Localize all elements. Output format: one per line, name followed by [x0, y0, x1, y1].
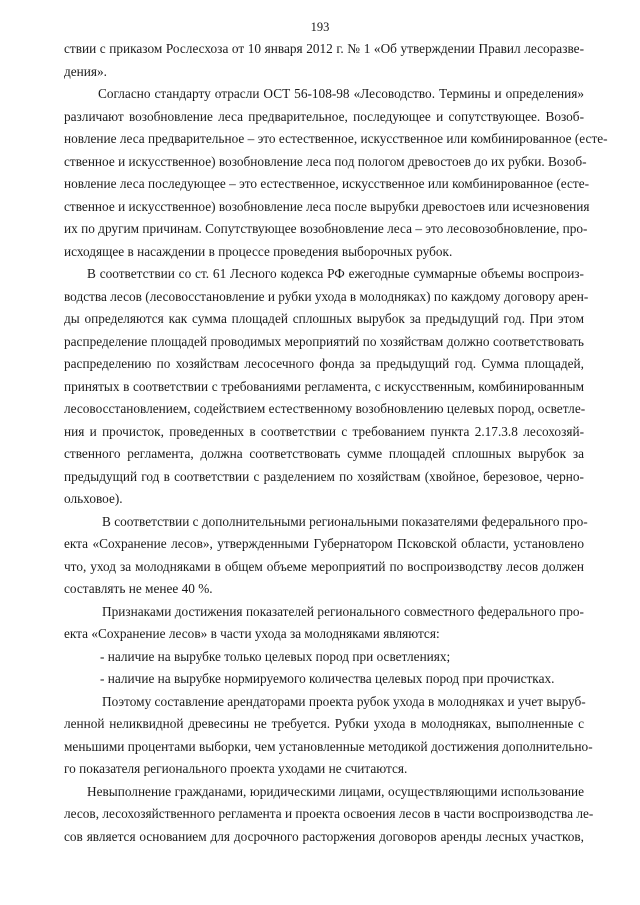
text-line: различают возобновление леса предварительное, последующее и сопутствующее. Возоб-: [64, 108, 584, 124]
text-line: лесовосстановлением, содействием естественному возобновлению целевых пород, осветле-: [64, 401, 586, 416]
text-line: ственное и искусственное) возобновление леса под пологом древостоев до их рубки. Возоб-: [64, 153, 587, 169]
text-line: ольховое).: [64, 491, 123, 506]
text-line: распределение площадей проводимых мероприятий по хозяйствам должно соответствовать: [64, 333, 584, 349]
text-line: принятых в соответствии с требованиями регламента, с искусственным, комбинированным: [64, 378, 584, 394]
text-line: ственное и искусственное) возобновление леса после вырубки древостоев или исчезновения: [64, 198, 590, 214]
text-line: - наличие на вырубке нормируемого количества целевых пород при прочистках.: [100, 671, 555, 686]
text-line: водства лесов (лесовосстановление и рубки ухода в молодняках) по каждому договору арен-: [64, 288, 589, 304]
text-line: меньшими процентами выборки, чем установленные методикой достижения дополнительно-: [64, 738, 593, 754]
text-line: екта «Сохранение лесов» в части ухода за молодняками являются:: [64, 626, 440, 641]
text-line: исходящее в насаждении в процессе проведения выборочных рубок.: [64, 243, 453, 259]
text-line: их по другим причинам. Сопутствующее возобновление леса – это лесовозобновление, про-: [64, 221, 588, 236]
text-line: новление леса предварительное – это естественное, искусственное или комбинированное (есте-: [64, 131, 608, 146]
text-line: Согласно стандарту отрасли ОСТ 56-108-98 «Лесоводство. Термины и определения»: [98, 86, 584, 101]
text-line: Поэтому составление арендаторами проекта рубок ухода в молодняках и учет выруб-: [102, 693, 586, 709]
document-body: [64, 38, 608, 848]
text-line: распределению по хозяйствам лесосечного фонда за предыдущий год. Сумма площадей,: [64, 356, 584, 371]
text-line: ленной неликвидной древесины не требуется. Рубки ухода в молодняках, выполненные с: [64, 716, 584, 731]
text-line: ствии с приказом Рослесхоза от 10 января 2012 г. № 1 «Об утверждении Правил лесоразве-: [64, 41, 584, 56]
text-line: ственного регламента, должна соответствовать сумме площадей сплошных вырубок за: [64, 446, 584, 461]
text-line: - наличие на вырубке только целевых пород при осветлениях;: [100, 648, 451, 664]
text-line: екта «Сохранение лесов», утвержденными Губернатором Псковской области, установлено: [64, 536, 584, 551]
text-line: что, уход за молодняками в общем объеме мероприятий по воспроизводству лесов должен: [64, 558, 584, 574]
text-line: сов является основанием для досрочного расторжения договоров аренды лесных участков,: [64, 828, 584, 844]
page-number: 193: [310, 20, 330, 34]
text-line: ния и прочисток, проведенных в соответствии с требованием пункта 2.17.3.8 лесохозяй-: [64, 423, 584, 439]
text-line: ды определяются как сумма площадей сплошных вырубок за предыдущий год. При этом: [64, 311, 584, 326]
text-line: предыдущий год в соответствии с разделением по хозяйствам (хвойное, березовое, черно-: [64, 468, 584, 484]
text-line: го показателя регионального проекта уходами не считаются.: [64, 761, 408, 776]
text-line: составлять не менее 40 %.: [64, 581, 213, 596]
text-line: В соответствии со ст. 61 Лесного кодекса РФ ежегодные суммарные объемы воспроиз-: [87, 266, 584, 281]
text-line: лесов, лесохозяйственного регламента и проекта освоения лесов в части воспроизводства ле-: [64, 806, 594, 821]
text-line: Признаками достижения показателей регионального совместного федерального про-: [102, 603, 584, 619]
text-line: новление леса последующее – это естественное, искусственное или комбинированное (есте-: [64, 176, 590, 191]
text-line: Невыполнение гражданами, юридическими лицами, осуществляющими использование: [87, 783, 584, 799]
text-line: дения».: [64, 63, 107, 79]
text-line: В соответствии с дополнительными региональными показателями федерального про-: [102, 513, 588, 529]
